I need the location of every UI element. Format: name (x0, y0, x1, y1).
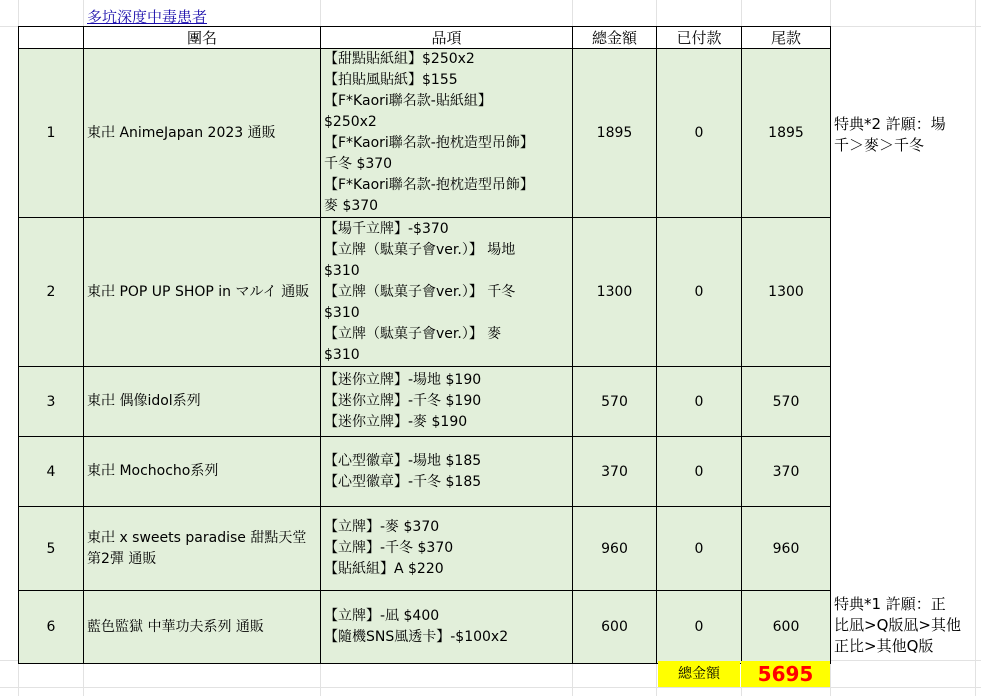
paid-cell[interactable]: 0 (657, 591, 742, 664)
balance-cell[interactable]: 600 (742, 591, 831, 664)
table-row (19, 218, 831, 367)
item-line: 【F*Kaori聯名款-抱枕造型吊飾】 (324, 177, 534, 193)
header-cell-group[interactable]: 團名 (84, 27, 321, 49)
header-cell-index[interactable] (19, 27, 84, 49)
table-row (19, 49, 831, 218)
balance-cell[interactable]: 1895 (742, 49, 831, 218)
item-line: 【F*Kaori聯名款-貼紙組】 (324, 93, 492, 109)
row-index-cell[interactable]: 3 (19, 367, 84, 437)
sheet-title-link[interactable]: 多坑深度中毒患者 (87, 8, 208, 26)
item-line: 【立牌（駄菓子會ver.）】 場地 (324, 241, 516, 258)
item-line: 【貼紙組】A $220 (324, 561, 444, 577)
paid-cell[interactable]: 0 (657, 367, 742, 437)
note-line: 千＞麥＞千冬 (834, 136, 925, 154)
item-line: 【甜點貼紙組】$250x2 (324, 51, 475, 67)
item-line: 【迷你立牌】-場地 $190 (324, 372, 482, 388)
item-line: $250x2 (324, 114, 377, 130)
paid-cell[interactable]: 0 (657, 49, 742, 218)
note-line: 比凪>Q版凪>其他 (834, 616, 961, 634)
balance-cell[interactable]: 370 (742, 437, 831, 507)
items-cell[interactable] (321, 591, 573, 664)
items-cell[interactable] (321, 507, 573, 591)
balance-cell[interactable]: 1300 (742, 218, 831, 367)
note-row6[interactable] (834, 594, 961, 657)
row-index-cell[interactable]: 2 (19, 218, 84, 367)
paid-cell[interactable]: 0 (657, 218, 742, 367)
item-line: $310 (324, 346, 360, 363)
item-line: 【拍貼風貼紙】$155 (324, 72, 458, 88)
table-row (19, 437, 831, 507)
item-line: 【立牌（駄菓子會ver.）】 千冬 (324, 283, 516, 300)
paid-cell[interactable]: 0 (657, 507, 742, 591)
item-line: 【心型徽章】-千冬 $185 (324, 473, 482, 490)
items-cell[interactable] (321, 367, 573, 437)
item-line: 【立牌】-千冬 $370 (324, 540, 454, 556)
item-line: $310 (324, 304, 360, 321)
total-cell[interactable]: 1895 (573, 49, 657, 218)
item-line: 【隨機SNS風透卡】-$100x2 (324, 629, 509, 645)
group-name-cell[interactable]: 東卍 POP UP SHOP in マルイ 通販 (84, 218, 321, 367)
note-line: 特典*1 許願：正 (834, 595, 946, 613)
row-index-cell[interactable]: 4 (19, 437, 84, 507)
paid-cell[interactable]: 0 (657, 437, 742, 507)
header-row (19, 27, 831, 49)
balance-cell[interactable]: 960 (742, 507, 831, 591)
item-line: $310 (324, 262, 360, 279)
note-row1[interactable] (834, 114, 946, 156)
note-line: 正比>其他Q版 (834, 637, 934, 655)
item-line: 【迷你立牌】-麥 $190 (324, 414, 468, 430)
group-name-cell[interactable]: 東卍 Mochocho系列 (84, 437, 321, 507)
row-index-cell[interactable]: 1 (19, 49, 84, 218)
items-cell[interactable] (321, 437, 573, 507)
note-line: 特典*2 許願：場 (834, 115, 946, 133)
header-cell-items[interactable]: 品項 (321, 27, 573, 49)
total-cell[interactable]: 370 (573, 437, 657, 507)
item-line: 【立牌】-麥 $370 (324, 519, 440, 535)
balance-cell[interactable]: 570 (742, 367, 831, 437)
item-line: 【場千立牌】-$370 (324, 220, 449, 237)
total-cell[interactable]: 1300 (573, 218, 657, 367)
group-name-cell[interactable]: 東卍 x sweets paradise 甜點天堂 第2彈 通販 (84, 507, 321, 591)
table-row (19, 507, 831, 591)
total-cell[interactable]: 570 (573, 367, 657, 437)
total-cell[interactable]: 600 (573, 591, 657, 664)
group-name-cell[interactable]: 東卍 偶像idol系列 (84, 367, 321, 437)
orders-table (18, 26, 831, 664)
header-cell-balance[interactable]: 尾款 (742, 27, 831, 49)
row-index-cell[interactable]: 5 (19, 507, 84, 591)
group-name-cell[interactable]: 東卍 AnimeJapan 2023 通販 (84, 49, 321, 218)
item-line: 【立牌】-凪 $400 (324, 608, 440, 624)
table-row (19, 367, 831, 437)
items-cell[interactable] (321, 218, 573, 367)
row-index-cell[interactable]: 6 (19, 591, 84, 664)
item-line: 麥 $370 (324, 198, 379, 214)
item-line: 【心型徽章】-場地 $185 (324, 452, 482, 469)
grand-total-value[interactable]: 5695 (741, 661, 830, 687)
item-line: 千冬 $370 (324, 156, 393, 172)
item-line: 【立牌（駄菓子會ver.）】 麥 (324, 325, 502, 342)
header-cell-total[interactable]: 總金額 (573, 27, 657, 49)
item-line: 【迷你立牌】-千冬 $190 (324, 393, 482, 409)
total-cell[interactable]: 960 (573, 507, 657, 591)
header-cell-paid[interactable]: 已付款 (657, 27, 742, 49)
table-row (19, 591, 831, 664)
group-name-cell[interactable]: 藍色監獄 中華功夫系列 通販 (84, 591, 321, 664)
items-cell[interactable] (321, 49, 573, 218)
item-line: 【F*Kaori聯名款-抱枕造型吊飾】 (324, 135, 534, 151)
grand-total-label[interactable]: 總金額 (658, 661, 740, 687)
